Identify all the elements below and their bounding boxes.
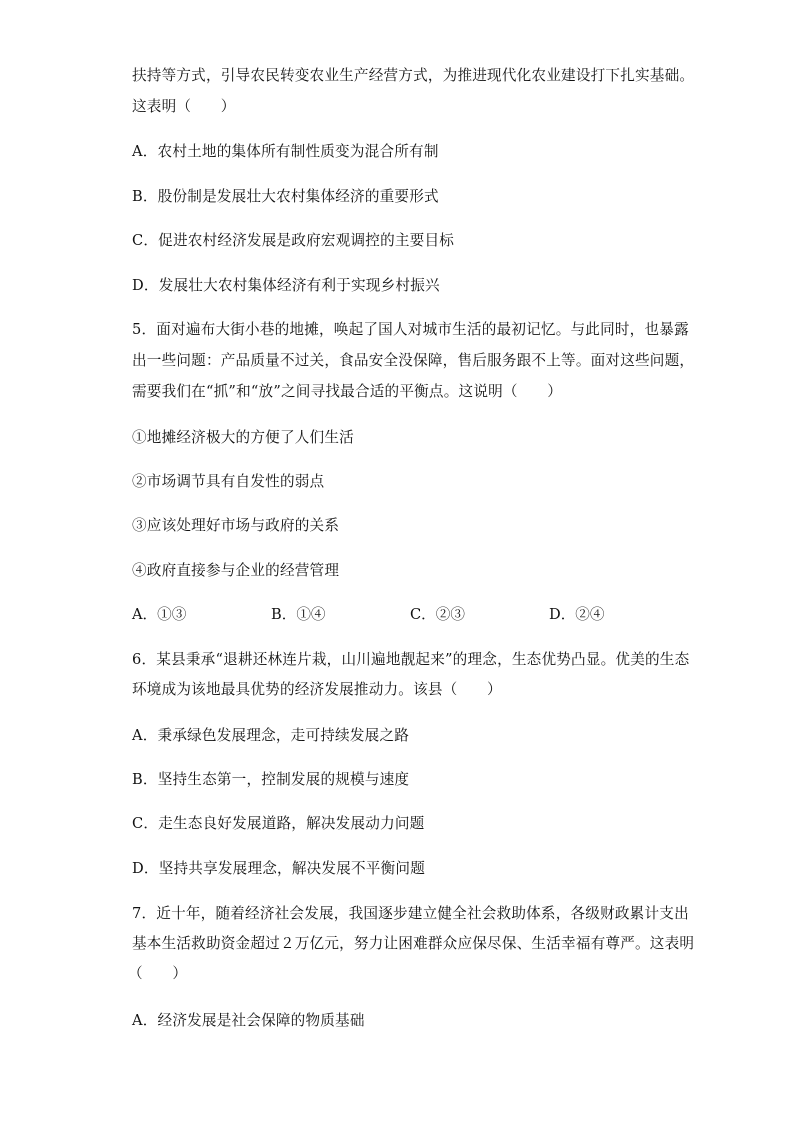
q6-option-b: B．坚持生态第一，控制发展的规模与速度 [132, 771, 410, 788]
q5-statement-2: ②市场调节具有自发性的弱点 [132, 473, 325, 490]
q7-stem-line-1: 7．近十年，随着经济社会发展，我国逐步建立健全社会救助体系，各级财政累计支出 [132, 905, 689, 922]
q7-stem-line-2: 基本生活救助资金超过２万亿元，努力让困难群众应保尽保、生活幸福有尊严。这表明 [132, 935, 695, 952]
q4-stem-line-2: 这表明（ ） [132, 98, 236, 115]
q4-option-a: A．农村土地的集体所有制性质变为混合所有制 [132, 143, 439, 160]
q6-option-d: D．坚持共享发展理念，解决发展不平衡问题 [132, 860, 425, 877]
q6-stem-line-2: 环境成为该地最具优势的经济发展推动力。该县（ ） [132, 681, 502, 698]
q5-choice-a: A．①③ [132, 606, 187, 623]
q7-option-a: A．经济发展是社会保障的物质基础 [132, 1012, 365, 1029]
q6-option-c: C．走生态良好发展道路，解决发展动力问题 [132, 815, 425, 832]
q4-option-b: B．股份制是发展壮大农村集体经济的重要形式 [132, 188, 439, 205]
q5-stem-line-3: 需要我们在“抓”和“放”之间寻找最合适的平衡点。这说明（ ） [132, 383, 563, 400]
q7-stem-line-3: （ ） [128, 965, 188, 982]
q6-option-a: A．秉承绿色发展理念，走可持续发展之路 [132, 727, 410, 744]
q5-statement-4: ④政府直接参与企业的经营管理 [132, 562, 340, 579]
q5-choice-d: D．②④ [549, 606, 605, 623]
q4-stem-line-1: 扶持等方式，引导农民转变农业生产经营方式，为推进现代化农业建设打下扎实基础。 [132, 67, 695, 84]
q5-choice-b: B．①④ [271, 606, 326, 623]
q5-stem-line-1: 5．面对遍布大街小巷的地摊，唤起了国人对城市生活的最初记忆。与此同时，也暴露 [132, 321, 689, 338]
q5-statement-3: ③应该处理好市场与政府的关系 [132, 517, 340, 534]
q5-stem-line-2: 出一些问题：产品质量不过关，食品安全没保障，售后服务跟不上等。面对这些问题， [132, 352, 695, 369]
q4-option-d: D．发展壮大农村集体经济有利于实现乡村振兴 [132, 277, 440, 294]
q5-choice-c: C．②③ [410, 606, 465, 623]
q5-statement-1: ①地摊经济极大的方便了人们生活 [132, 429, 354, 446]
q6-stem-line-1: 6．某县秉承“退耕还林连片栽，山川遍地靓起来”的理念，生态优势凸显。优美的生态 [132, 651, 690, 668]
q5-choice-row [132, 605, 652, 625]
q4-option-c: C．促进农村经济发展是政府宏观调控的主要目标 [132, 232, 455, 249]
